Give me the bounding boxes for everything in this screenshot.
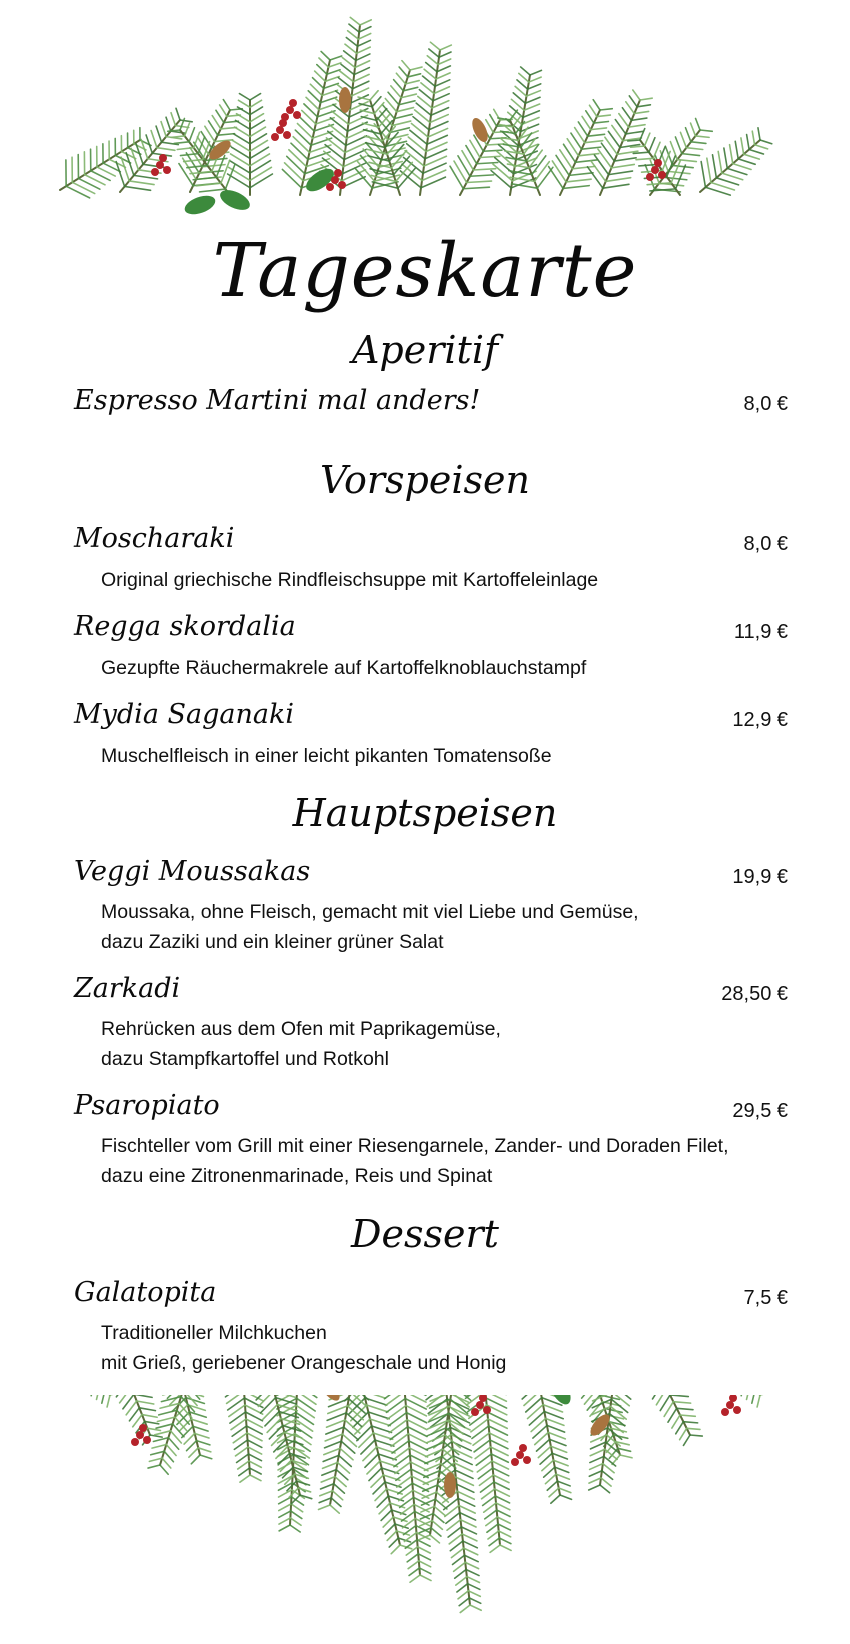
menu-item-description: dazu Stampfkartoffel und Rotkohl — [101, 1048, 389, 1070]
menu-item-description: Fischteller vom Grill mit einer Riesengarnele, Zander- und Doraden Filet, — [101, 1135, 729, 1157]
menu-item-description: mit Grieß, geriebener Orangeschale und Honig — [101, 1352, 507, 1374]
pine-garland-bottom-icon — [0, 1395, 850, 1644]
menu-item-price: 19,9 € — [732, 866, 788, 888]
menu-item-name: Espresso Martini mal anders! — [74, 385, 481, 416]
menu-item-description: Traditioneller Milchkuchen — [101, 1322, 327, 1344]
menu-item-price: 7,5 € — [743, 1287, 788, 1309]
menu-item-description: Gezupfte Räuchermakrele auf Kartoffelknoblauchstampf — [101, 657, 587, 679]
section-heading-hauptspeisen: Hauptspeisen — [292, 791, 558, 835]
menu-item-name: Zarkadi — [74, 973, 181, 1004]
menu-item-name: Veggi Moussakas — [74, 856, 311, 887]
menu-item-price: 28,50 € — [721, 983, 788, 1005]
menu-item-description: Muschelfleisch in einer leicht pikanten Tomatensoße — [101, 745, 552, 767]
menu-item-name: Psaropiato — [74, 1090, 220, 1121]
menu-item-name: Regga skordalia — [74, 611, 296, 642]
menu-item-price: 8,0 € — [743, 533, 788, 555]
menu-item-price: 12,9 € — [732, 709, 788, 731]
menu-item-description: dazu Zaziki und ein kleiner grüner Salat — [101, 931, 444, 953]
menu-item-price: 8,0 € — [743, 393, 788, 415]
menu-item-price: 29,5 € — [732, 1100, 788, 1122]
pine-garland-top-icon — [0, 0, 850, 230]
page-title: Tageskarte — [212, 228, 638, 314]
menu-item-price: 11,9 € — [733, 621, 788, 643]
menu-item-description: Moussaka, ohne Fleisch, gemacht mit viel Liebe und Gemüse, — [101, 901, 639, 923]
menu-item-name: Moscharaki — [74, 523, 235, 554]
menu-item-description: Rehrücken aus dem Ofen mit Paprikagemüse, — [101, 1018, 501, 1040]
section-heading-aperitif: Aperitif — [351, 328, 499, 372]
menu-item-name: Galatopita — [74, 1277, 217, 1308]
menu-item-description: dazu eine Zitronenmarinade, Reis und Spinat — [101, 1165, 493, 1187]
menu-item-description: Original griechische Rindfleischsuppe mit Kartoffeleinlage — [101, 569, 599, 591]
menu-item-name: Mydia Saganaki — [74, 699, 294, 730]
section-heading-dessert: Dessert — [351, 1212, 499, 1256]
section-heading-vorspeisen: Vorspeisen — [320, 458, 530, 502]
